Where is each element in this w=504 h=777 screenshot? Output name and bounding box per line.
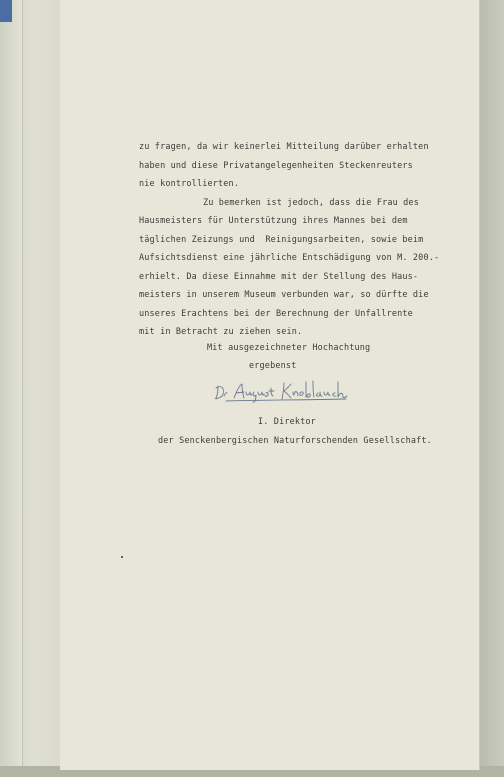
- signatory-title: I. Direktor: [258, 417, 316, 427]
- closing-salutation: Mit ausgezeichneter Hochachtung: [207, 343, 371, 353]
- blue-tab-marker: [0, 0, 12, 22]
- body-line: haben und diese Privatangelegenheiten Steckenreuters: [139, 160, 413, 171]
- ink-dot: [121, 556, 123, 558]
- body-line: erhielt. Da diese Einnahme mit der Stellung des Haus-: [139, 271, 419, 282]
- closing-word: ergebenst: [249, 361, 297, 371]
- body-line: täglichen Zeizungs und Reinigungsarbeiten, sowie beim: [139, 234, 424, 245]
- body-line: meisters in unserem Museum verbunden war, so dürfte die: [139, 290, 429, 300]
- body-line: Hausmeisters für Unterstützung ihres Mannes bei dem: [139, 216, 408, 226]
- body-line: Zu bemerken ist jedoch, dass die Frau des: [203, 197, 419, 208]
- scan-right-edge: [479, 0, 504, 777]
- body-line: Aufsichtsdienst eine jährliche Entschädigung von M. 200.-: [139, 253, 440, 263]
- letter-body: [139, 138, 469, 342]
- organization-name: der Senckenbergischen Naturforschenden Gesellschaft.: [158, 436, 432, 446]
- body-line: zu fragen, da wir keinerlei Mitteilung darüber erhalten: [139, 142, 429, 152]
- body-line: unseres Erachtens bei der Berechnung der Unfallrente: [139, 308, 413, 319]
- underlying-sheet-edge: [0, 0, 23, 777]
- body-line: mit in Betracht zu ziehen sein.: [139, 327, 303, 337]
- handwritten-signature: [214, 378, 349, 404]
- body-line: nie kontrollierten.: [139, 179, 240, 189]
